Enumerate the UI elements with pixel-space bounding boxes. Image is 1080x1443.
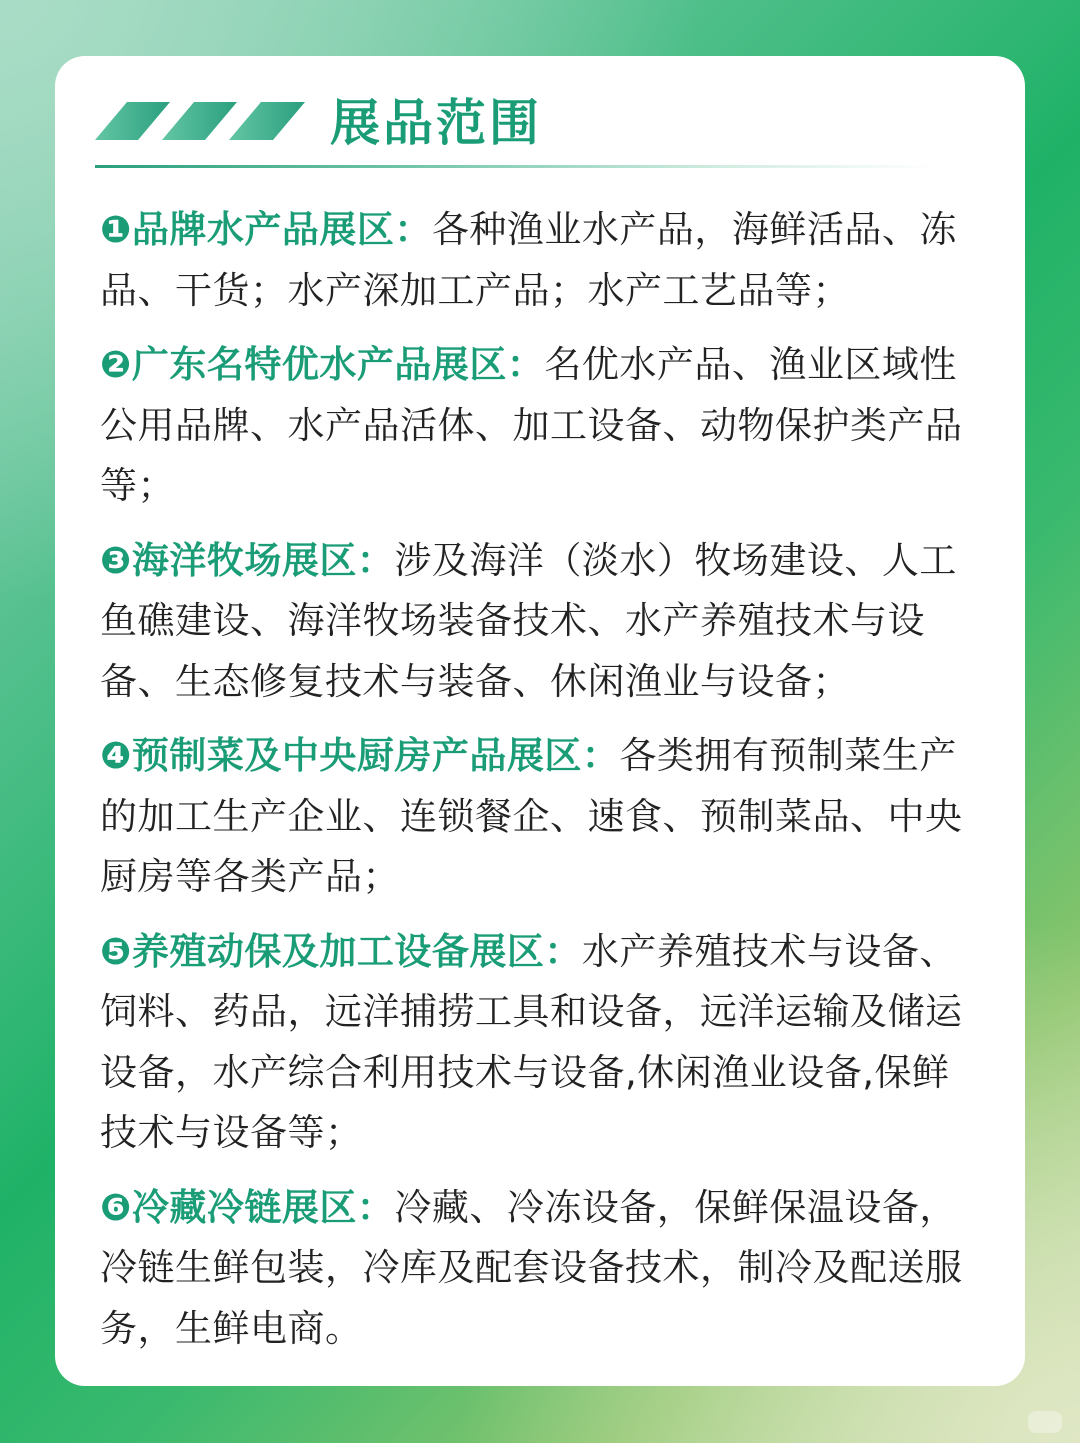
page-title: 展品范围 (330, 94, 542, 152)
section-marine-ranch (100, 531, 980, 713)
section-number: ❹ (100, 734, 132, 777)
watermark-badge (1028, 1411, 1062, 1433)
section-guangdong-specialty (100, 335, 980, 517)
section-body: 冷藏、冷冻设备，保鲜保温设备，冷链生鲜包装，冷库及配套设备技术，制冷及配送服务，生鲜电商。 (100, 1185, 963, 1350)
section-number: ❷ (100, 343, 132, 386)
section-heading: 海洋牧场展区： (131, 538, 395, 582)
section-body: 名优水产品、渔业区域性公用品牌、水产品活体、加工设备、动物保护类产品等； (100, 343, 963, 507)
section-heading: 广东名特优水产品展区： (131, 343, 545, 386)
section-heading: 预制菜及中央厨房产品展区： (131, 734, 620, 777)
stripes-decoration-icon (95, 102, 305, 140)
section-brand-aquatic (100, 200, 980, 321)
section-cold-chain (100, 1178, 980, 1360)
section-heading: 冷藏冷链展区： (131, 1185, 395, 1229)
section-number: ❺ (100, 929, 132, 973)
section-body: 各种渔业水产品，海鲜活品、冻品、干货；水产深加工产品；水产工艺品等； (100, 208, 957, 312)
section-body: 水产养殖技术与设备、饲料、药品，远洋捕捞工具和设备，远洋运输及储运设备，水产综合利用技术与设备,休闲渔业设备,保鲜技术与设备等； (100, 929, 963, 1154)
section-number: ❸ (100, 538, 132, 582)
section-body: 各类拥有预制菜生产的加工生产企业、连锁餐企、速食、预制菜品、中央厨房等各类产品； (100, 734, 963, 898)
section-prepared-food (100, 726, 980, 908)
section-heading: 养殖动保及加工设备展区： (131, 929, 582, 973)
section-number: ❶ (100, 208, 132, 251)
section-heading: 品牌水产品展区： (131, 208, 432, 251)
section-number: ❻ (100, 1185, 132, 1229)
section-body: 涉及海洋（淡水）牧场建设、人工鱼礁建设、海洋牧场装备技术、水产养殖技术与设备、生态修复技术与装备、休闲渔业与设备； (100, 538, 957, 703)
title-divider (95, 165, 935, 168)
section-aquaculture-equipment (100, 922, 980, 1164)
exhibit-sections (100, 200, 980, 1373)
